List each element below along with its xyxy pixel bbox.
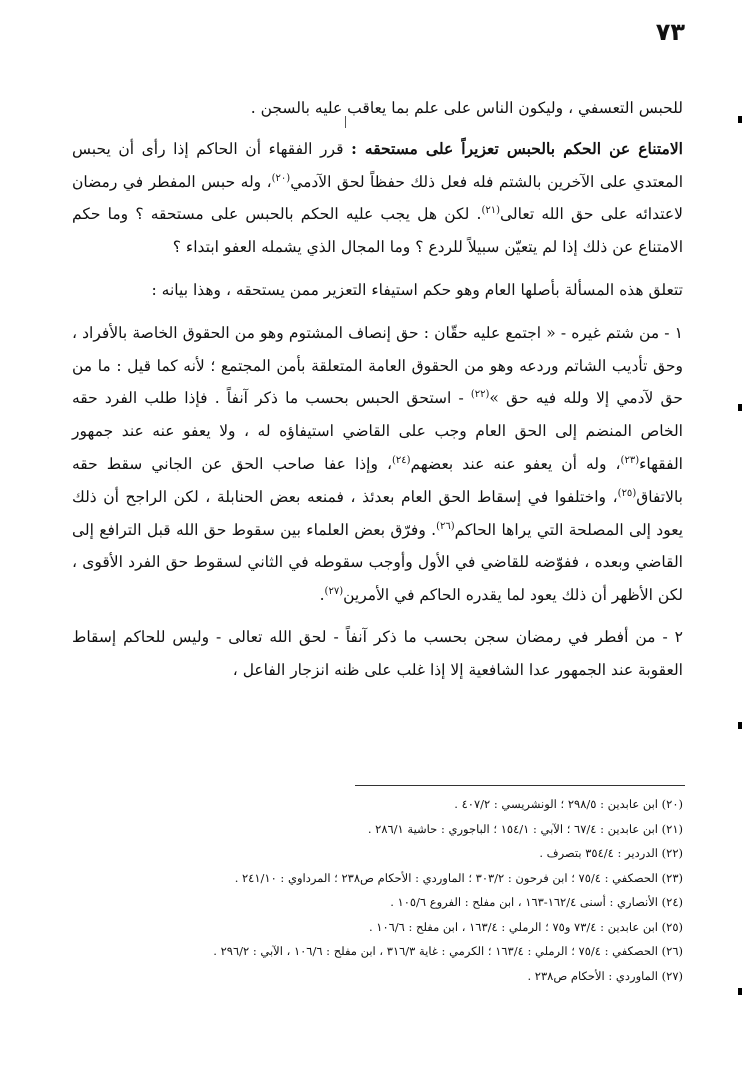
footnote-ref-20[interactable]: (٢٠) xyxy=(271,172,291,184)
footnote-ref-21[interactable]: (٢١) xyxy=(481,205,500,217)
footnote-21: (٢١) ابن عابدين : ٦٧/٤ ؛ الآبي : ١٥٤/١ ؛ الباجوري : حاشية ٢٨٦/١ . xyxy=(367,821,683,836)
footnote-20: (٢٠) ابن عابدين : ٢٩٨/٥ ؛ الونشريسي : ٤٠٧/٢ . xyxy=(454,797,683,811)
footnote-26: (٢٦) الحصكفي : ٧٥/٤ ؛ الرملي : ١٦٣/٤ ؛ الكرمي : غاية ٣١٦/٣ ، ابن مفلح : ١٠٦/٦ ، الآبي : ٢٩٦/٢ . xyxy=(213,944,683,958)
heading-text-c: . لكن هل يجب عليه الحكم بالحبس على مستحقه ؟ وما حكم الامتناع عن ذلك إذا لم يتعيّن سبيلاً للردع ؟ وما المجال الذي يشمله العفو ابتداء ؟ xyxy=(72,205,683,257)
item1-text-f: . وفرّق بعض العلماء بين سقوط حق الله قبل الترافع إلى القاضي وبعده ، ففوّضه للقاضي في الأول وأوجب سقوطه في الثاني لسقوط حق الفرد الأقوى ، لكن الأظهر أن ذلك يعود لما يقدره الحاكم في الأمرين xyxy=(72,520,683,605)
intro-paragraph: تتعلق هذه المسألة بأصلها العام وهو حكم استيفاء التعزير ممن يستحقه ، وهذا بيانه : xyxy=(151,280,683,299)
footnote-ref-22[interactable]: (٢٢) xyxy=(470,389,490,401)
heading-text-a: قرر الفقهاء أن الحاكم إذا رأى أن يحبس المعتدي على الآخرين بالشتم فله فعل ذلك حفظاً لحق الآدمي xyxy=(72,139,683,191)
continuation-paragraph: للحبس التعسفي ، وليكون الناس على علم بما يعاقب عليه بالسجن . xyxy=(250,99,683,117)
item1-text-b: - استحق الحبس بحسب ما ذكر آنفاً . فإذا طلب الفرد حقه الخاص المنضم إلى الحق العام وجب على القاضي استيفاؤه له ، ولا يعفو عنه عند جمهور الفقهاء xyxy=(72,389,683,473)
footnote-divider xyxy=(355,785,685,786)
footnote-ref-24[interactable]: (٢٤) xyxy=(391,454,411,466)
item-2-paragraph: ٢ - من أفطر في رمضان سجن بحسب ما ذكر آنفاً - لحق الله تعالى - وليس للحاكم إسقاط العقوبة عند الجمهور عدا الشافعية إلا إذا غلب على ظنه انزجار الفاعل ، xyxy=(72,627,683,679)
heading-paragraph xyxy=(72,133,683,264)
heading-text-b: ، وله حبس المفطر في رمضان لاعتدائه على حق الله تعالى xyxy=(72,172,684,224)
item1-text-g: . xyxy=(319,586,325,605)
footnote-ref-23[interactable]: (٢٣) xyxy=(620,454,640,466)
footnote-23: (٢٣) الحصكفي : ٧٥/٤ ؛ ابن فرحون : ٣٠٣/٢ ؛ الماوردي : الأحكام ص٢٣٨ ؛ المرداوي : ٢٤١/١٠ . xyxy=(234,870,683,885)
footnote-ref-27[interactable]: (٢٧) xyxy=(324,586,344,597)
footnote-22: (٢٢) الدردير : ٣٥٤/٤ بتصرف . xyxy=(539,846,683,860)
scan-margin-mark xyxy=(738,116,742,123)
main-body-text xyxy=(72,92,683,687)
scan-margin-mark xyxy=(738,988,742,995)
item1-text-e: ، واختلفوا في إسقاط الحق العام بعدئذ ، فمنعه بعض الحنابلة ، لكن الراجح أن ذلك يعود إلى المصلحة التي يراها الحاكم xyxy=(72,487,684,539)
item1-text-d: ، وإذا عفا صاحب الحق عن الجاني سقط حقه بالاتفاق xyxy=(72,454,683,506)
scan-margin-mark xyxy=(738,404,742,411)
footnote-25: (٢٥) ابن عابدين : ٧٣/٤ و٧٥ ؛ الرملي : ١٦٣/٤ ، ابن مفلح : ١٠٦/٦ . xyxy=(368,919,683,934)
item1-text-c: ، وله أن يعفو عنه عند بعضهم xyxy=(410,454,621,473)
footnote-ref-25[interactable]: (٢٥) xyxy=(617,487,637,499)
footnote-24: (٢٤) الأنصاري : أسنى ١٦٢/٤-١٦٣ ، ابن مفلح : الفروع ١٠٥/٦ . xyxy=(390,895,683,909)
footnote-ref-26[interactable]: (٢٦) xyxy=(436,520,455,532)
page-number: ٧٣ xyxy=(655,18,685,46)
item-1-paragraph xyxy=(72,317,683,612)
footnotes-list xyxy=(140,792,683,988)
footnote-27: (٢٧) الماوردي : الأحكام ص٢٣٨ . xyxy=(527,968,683,983)
item1-text-a: ١ - من شتم غيره - « اجتمع عليه حقّان : حق إنصاف المشتوم وهو من الحقوق الخاصة بالأفراد ، وحق تأديب الشاتم وردعه وهو من الحقوق العامة المتعلقة بأمن المجتمع ؛ لأنه كما قيل : ما من حق لآدمي إلا ولله فيه حق » xyxy=(72,323,683,408)
scan-margin-mark xyxy=(738,722,742,729)
section-heading: الامتناع عن الحكم بالحبس تعزيراً على مستحقه : xyxy=(351,138,683,158)
